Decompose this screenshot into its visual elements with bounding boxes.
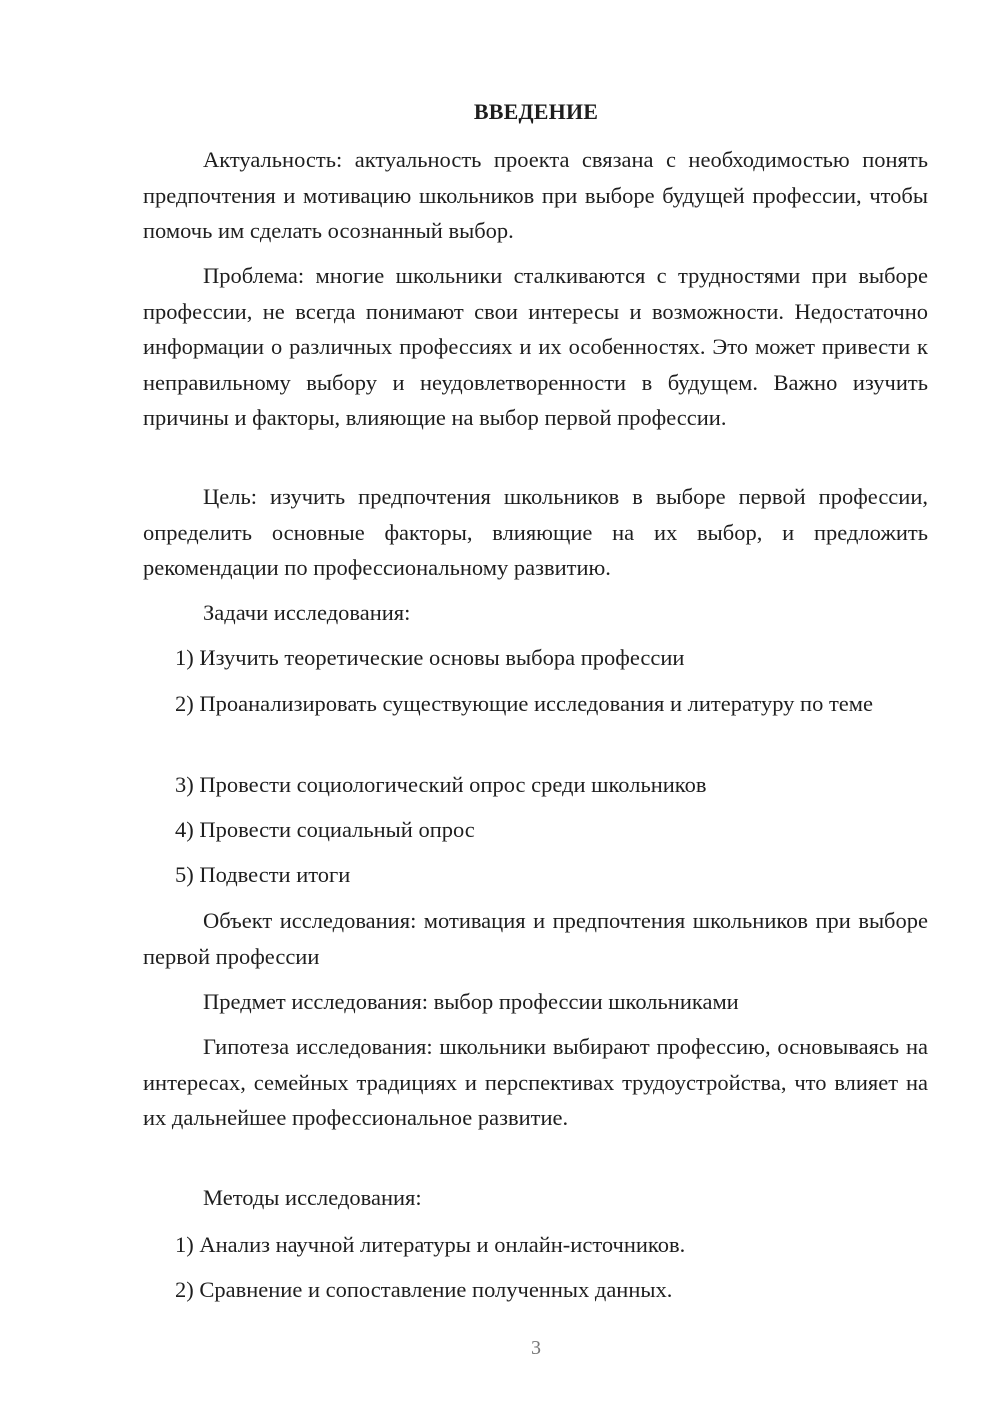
method-item: 1) Анализ научной литературы и онлайн-источников.	[175, 1232, 686, 1257]
task-item: 4) Провести социальный опрос	[175, 817, 475, 842]
paragraph-object: Объект исследования: мотивация и предпочтения школьников при выборе первой профессии	[143, 908, 928, 969]
section-title: ВВЕДЕНИЕ	[473, 99, 599, 124]
task-item: 5) Подвести итоги	[175, 862, 351, 887]
paragraph-problem: Проблема: многие школьники сталкиваются с трудностями при выборе профессии, не всегда понимают свои интересы и возможности. Недостаточно информации о различных профессиях и их особенностях. Это может привести к неправильному выбору и неудовлетворенности в будущем. Важно изучить причины и факторы, влияющие на выбор первой профессии.	[143, 263, 928, 430]
paragraph-goal: Цель: изучить предпочтения школьников в выборе первой профессии, определить основные факторы, влияющие на их выбор, и предложить рекомендации по профессиональному развитию.	[143, 484, 928, 580]
paragraph-tasks-heading: Задачи исследования:	[203, 600, 411, 625]
paragraph-hypothesis: Гипотеза исследования: школьники выбирают профессию, основываясь на интересах, семейных традициях и перспективах трудоустройства, что влияет на их дальнейшее профессиональное развитие.	[143, 1034, 928, 1130]
task-item: 1) Изучить теоретические основы выбора профессии	[175, 645, 685, 670]
paragraph-relevance: Актуальность: актуальность проекта связана с необходимостью понять предпочтения и мотивацию школьников при выборе будущей профессии, чтобы помочь им сделать осознанный выбор.	[143, 147, 928, 243]
page-number: 3	[531, 1337, 541, 1359]
method-item: 2) Сравнение и сопоставление полученных данных.	[175, 1277, 673, 1302]
paragraph-methods-heading: Методы исследования:	[203, 1185, 422, 1210]
task-item: 2) Проанализировать существующие исследования и литературу по теме	[175, 691, 873, 716]
paragraph-subject: Предмет исследования: выбор профессии школьниками	[203, 989, 739, 1014]
task-item: 3) Провести социологический опрос среди школьников	[175, 772, 707, 797]
